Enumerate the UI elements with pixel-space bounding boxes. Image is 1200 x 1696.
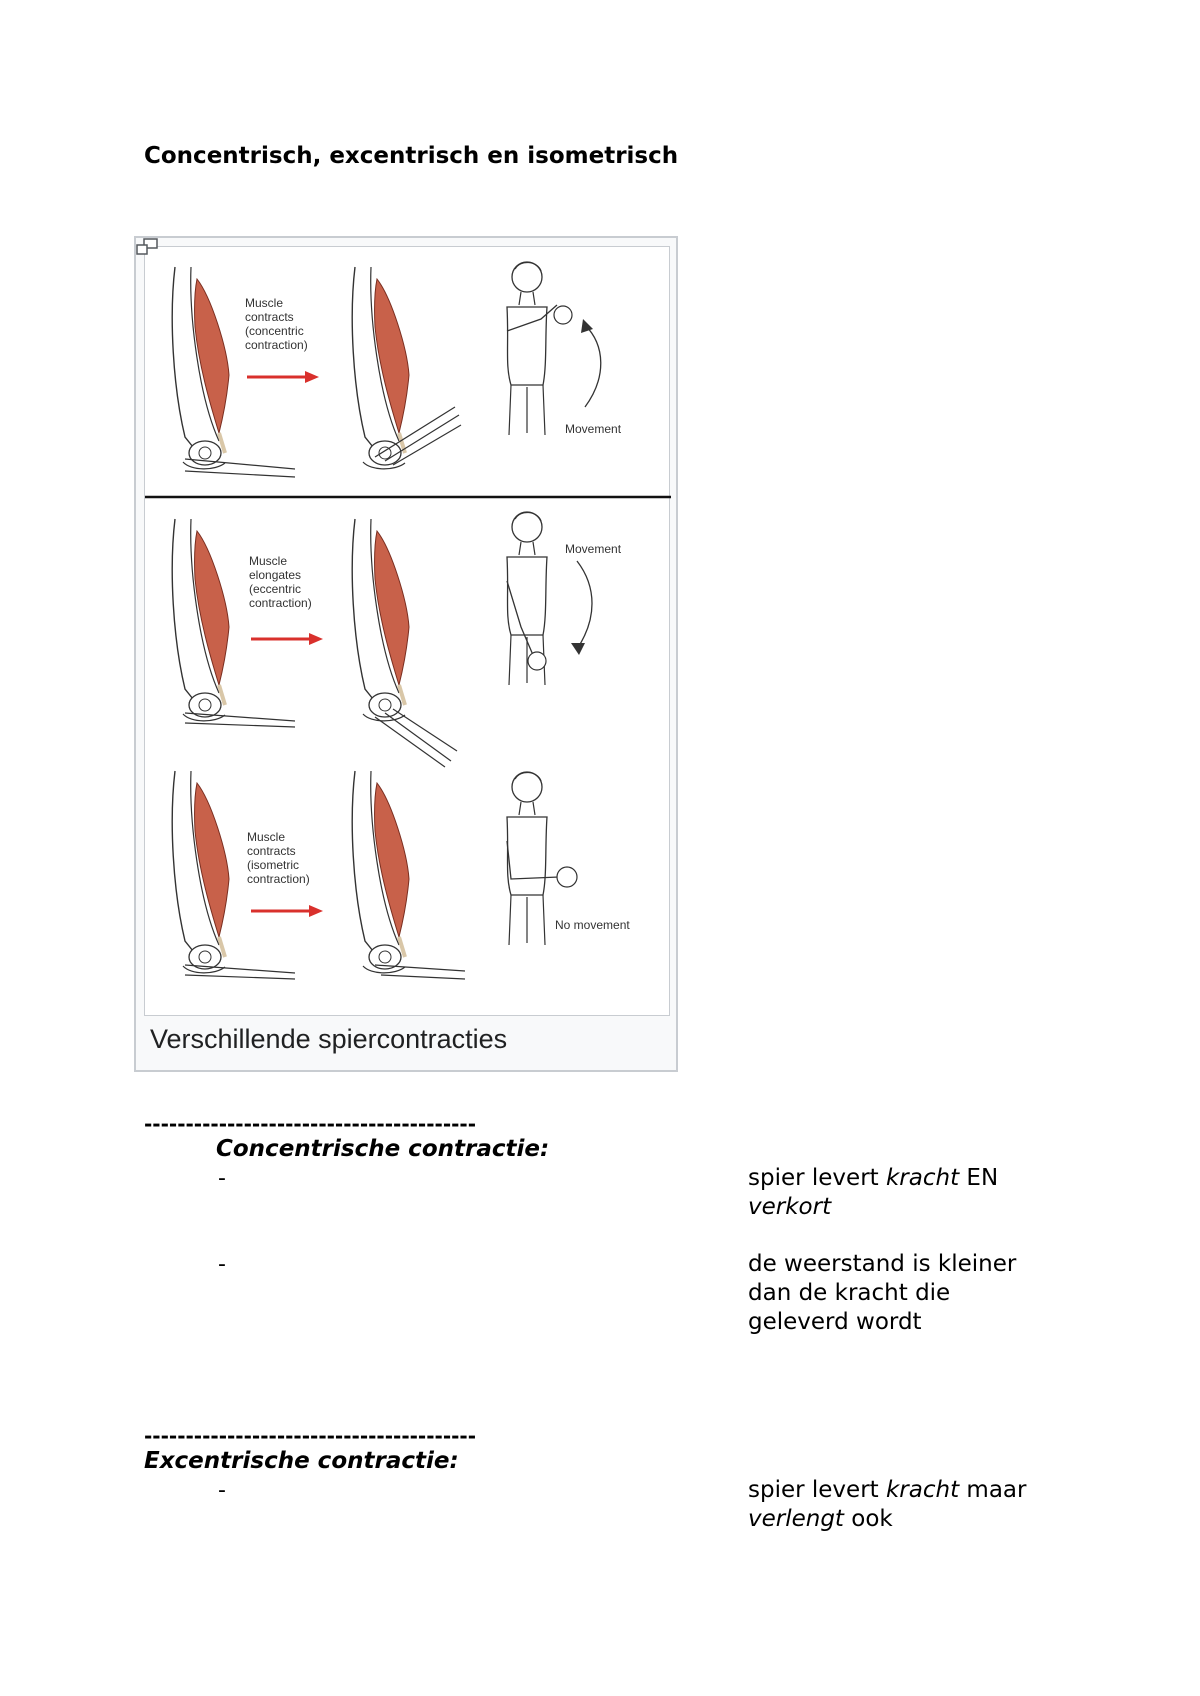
panel-isometric — [172, 771, 630, 979]
panel1-label-line1: Muscle — [245, 296, 284, 310]
panel2-label-line3: (eccentric — [249, 582, 302, 596]
red-arrow-icon — [251, 633, 323, 645]
panel3-movement-label: No movement — [555, 918, 630, 932]
section-heading-concentric: Concentrische contractie: — [216, 1136, 550, 1162]
enlarge-icon[interactable] — [136, 238, 158, 256]
list-item-description: spier levert kracht EN verkort — [748, 1165, 999, 1220]
panel-concentric — [172, 262, 621, 477]
bullet-marker: - — [218, 1478, 226, 1503]
list-item-description: de weerstand is kleiner dan de kracht die geleverd wordt — [748, 1251, 1017, 1335]
panel2-movement-label: Movement — [565, 542, 622, 556]
section-heading-eccentric: Excentrische contractie: — [144, 1448, 459, 1474]
section-divider: ---------------------------------------- — [144, 1112, 477, 1136]
svg-text:contraction) — [247, 872, 310, 886]
panel1-label-line4: contraction) — [245, 338, 308, 352]
section-divider: ---------------------------------------- — [144, 1424, 477, 1448]
figure-caption: Verschillende spiercontracties — [150, 1024, 508, 1054]
svg-text:Muscle — [245, 296, 283, 310]
svg-text:contracts — [245, 310, 294, 324]
svg-text:Muscle — [247, 830, 285, 844]
panel2-label-line2: elongates — [249, 568, 302, 582]
panel3-label-line4: contraction) — [247, 872, 310, 886]
red-arrow-icon — [251, 905, 323, 917]
red-arrow-icon — [247, 371, 319, 383]
panel1-label-line3: (concentric — [245, 324, 304, 338]
panel2-label-line1: Muscle — [249, 554, 288, 568]
svg-text:contracts — [247, 844, 296, 858]
svg-text:(eccentric — [249, 582, 301, 596]
panel2-label-line4: contraction) — [249, 596, 312, 610]
svg-text:Muscle — [249, 554, 287, 568]
muscle-contraction-illustration — [145, 247, 671, 1017]
svg-text:contraction) — [245, 338, 308, 352]
figure-image[interactable] — [144, 246, 670, 1016]
panel3-label-line1: Muscle — [247, 830, 286, 844]
bullet-marker: - — [218, 1166, 226, 1191]
page-title: Concentrisch, excentrisch en isometrisch — [144, 143, 679, 169]
panel3-label-line3: (isometric — [247, 858, 300, 872]
bullet-marker: - — [218, 1252, 226, 1277]
svg-text:elongates — [249, 568, 301, 582]
svg-text:contraction) — [249, 596, 312, 610]
panel-eccentric — [172, 512, 621, 767]
panel3-label-line2: contracts — [247, 844, 296, 858]
svg-text:(concentric — [245, 324, 304, 338]
figure-box — [134, 236, 678, 1072]
panel1-movement-label: Movement — [565, 422, 622, 436]
list-item-description: spier levert kracht maar verlengt ook — [748, 1477, 1027, 1532]
svg-text:(isometric — [247, 858, 299, 872]
panel1-label-line2: contracts — [245, 310, 294, 324]
